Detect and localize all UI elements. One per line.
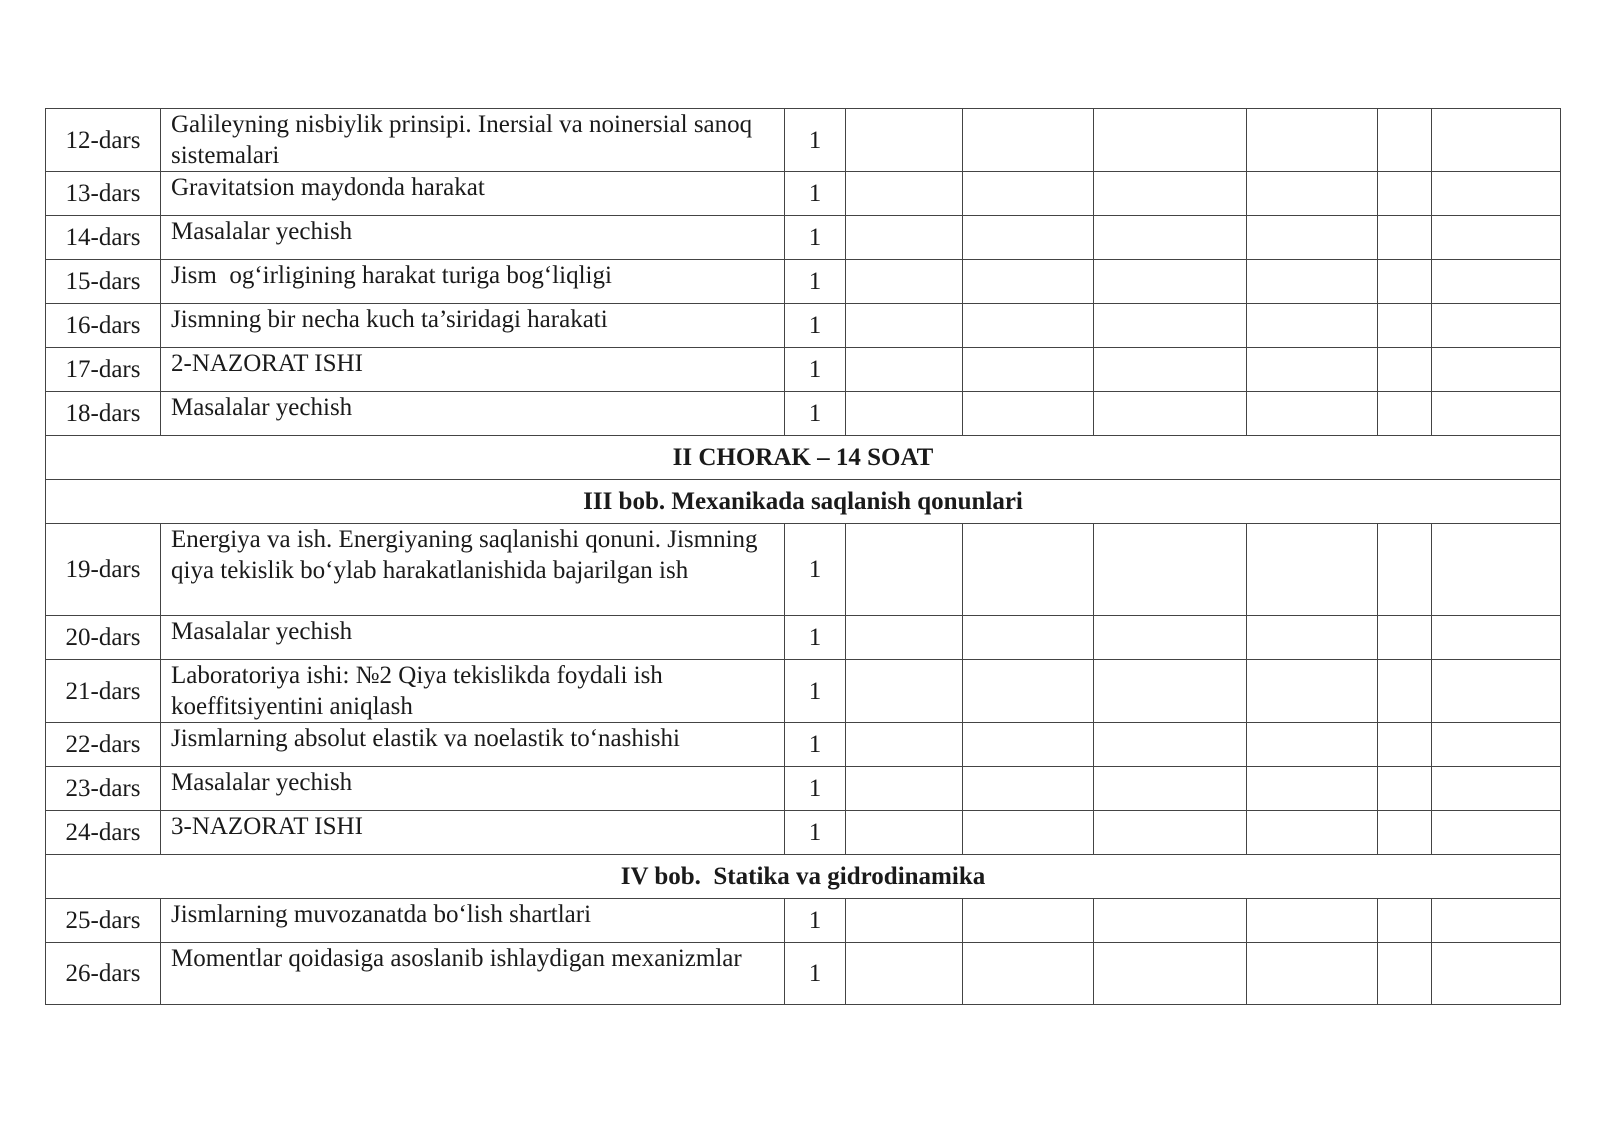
empty-cell: [1432, 260, 1561, 304]
lesson-hours: 1: [785, 811, 846, 855]
empty-cell: [846, 524, 963, 616]
empty-cell: [846, 767, 963, 811]
empty-cell: [1432, 660, 1561, 723]
empty-cell: [1247, 767, 1378, 811]
empty-cell: [1378, 172, 1432, 216]
empty-cell: [963, 723, 1094, 767]
empty-cell: [1094, 899, 1247, 943]
quarter-header: II CHORAK – 14 SOAT: [46, 436, 1561, 480]
empty-cell: [1432, 172, 1561, 216]
section-header-row: [46, 436, 1561, 480]
lesson-number: 12-dars: [46, 109, 161, 172]
empty-cell: [1378, 943, 1432, 1005]
table-row: [46, 943, 1561, 1005]
empty-cell: [1432, 943, 1561, 1005]
empty-cell: [1247, 304, 1378, 348]
table-row: [46, 899, 1561, 943]
lesson-plan-table: [45, 108, 1561, 1005]
lesson-hours: 1: [785, 899, 846, 943]
section-header-row: [46, 480, 1561, 524]
empty-cell: [1247, 660, 1378, 723]
empty-cell: [1432, 304, 1561, 348]
empty-cell: [1094, 392, 1247, 436]
table-row: [46, 811, 1561, 855]
empty-cell: [1094, 811, 1247, 855]
table-row: [46, 524, 1561, 616]
lesson-number: 26-dars: [46, 943, 161, 1005]
empty-cell: [1378, 216, 1432, 260]
table-row: [46, 172, 1561, 216]
lesson-topic: 3-NAZORAT ISHI: [161, 811, 785, 855]
lesson-topic: Masalalar yechish: [161, 767, 785, 811]
empty-cell: [846, 616, 963, 660]
empty-cell: [963, 943, 1094, 1005]
empty-cell: [1432, 616, 1561, 660]
empty-cell: [846, 216, 963, 260]
empty-cell: [963, 348, 1094, 392]
empty-cell: [1378, 723, 1432, 767]
chapter-header: IV bob. Statika va gidrodinamika: [46, 855, 1561, 899]
empty-cell: [963, 660, 1094, 723]
empty-cell: [1378, 392, 1432, 436]
empty-cell: [1094, 348, 1247, 392]
empty-cell: [963, 524, 1094, 616]
lesson-topic: Energiya va ish. Energiyaning saqlanishi qonuni. Jismning qiya tekislik bo‘ylab harakatlanishida bajarilgan ish: [161, 524, 785, 616]
lesson-hours: 1: [785, 304, 846, 348]
empty-cell: [1094, 260, 1247, 304]
empty-cell: [1247, 811, 1378, 855]
lesson-hours: 1: [785, 616, 846, 660]
lesson-number: 22-dars: [46, 723, 161, 767]
section-header-row: [46, 855, 1561, 899]
lesson-hours: 1: [785, 943, 846, 1005]
empty-cell: [1378, 348, 1432, 392]
empty-cell: [1432, 348, 1561, 392]
empty-cell: [1378, 260, 1432, 304]
empty-cell: [1247, 616, 1378, 660]
empty-cell: [1432, 392, 1561, 436]
lesson-hours: 1: [785, 767, 846, 811]
empty-cell: [1247, 348, 1378, 392]
empty-cell: [1432, 811, 1561, 855]
chapter-header: III bob. Mexanikada saqlanish qonunlari: [46, 480, 1561, 524]
empty-cell: [1432, 767, 1561, 811]
empty-cell: [846, 943, 963, 1005]
empty-cell: [1378, 899, 1432, 943]
empty-cell: [1094, 767, 1247, 811]
table-row: [46, 109, 1561, 172]
empty-cell: [1247, 723, 1378, 767]
empty-cell: [1432, 899, 1561, 943]
table-row: [46, 348, 1561, 392]
empty-cell: [846, 660, 963, 723]
empty-cell: [963, 392, 1094, 436]
empty-cell: [1094, 524, 1247, 616]
empty-cell: [846, 811, 963, 855]
empty-cell: [846, 109, 963, 172]
empty-cell: [963, 899, 1094, 943]
lesson-number: 16-dars: [46, 304, 161, 348]
lesson-number: 14-dars: [46, 216, 161, 260]
lesson-topic: Laboratoriya ishi: №2 Qiya tekislikda foydali ish koeffitsiyentini aniqlash: [161, 660, 785, 723]
empty-cell: [846, 260, 963, 304]
empty-cell: [1378, 811, 1432, 855]
lesson-number: 25-dars: [46, 899, 161, 943]
lesson-hours: 1: [785, 524, 846, 616]
empty-cell: [963, 172, 1094, 216]
empty-cell: [963, 109, 1094, 172]
lesson-number: 18-dars: [46, 392, 161, 436]
empty-cell: [1247, 260, 1378, 304]
empty-cell: [846, 723, 963, 767]
lesson-topic: 2-NAZORAT ISHI: [161, 348, 785, 392]
table-row: [46, 304, 1561, 348]
empty-cell: [846, 348, 963, 392]
empty-cell: [963, 260, 1094, 304]
empty-cell: [846, 392, 963, 436]
lesson-number: 15-dars: [46, 260, 161, 304]
table-row: [46, 216, 1561, 260]
lesson-number: 23-dars: [46, 767, 161, 811]
empty-cell: [1378, 660, 1432, 723]
empty-cell: [963, 767, 1094, 811]
empty-cell: [1094, 216, 1247, 260]
lesson-topic: Galileyning nisbiylik prinsipi. Inersial va noinersial sanoq sistemalari: [161, 109, 785, 172]
lesson-number: 20-dars: [46, 616, 161, 660]
empty-cell: [963, 811, 1094, 855]
lesson-topic: Momentlar qoidasiga asoslanib ishlaydigan mexanizmlar: [161, 943, 785, 1005]
empty-cell: [1094, 723, 1247, 767]
lesson-topic: Masalalar yechish: [161, 392, 785, 436]
lesson-topic: Jismlarning muvozanatda bo‘lish shartlari: [161, 899, 785, 943]
table-row: [46, 767, 1561, 811]
empty-cell: [963, 216, 1094, 260]
lesson-number: 13-dars: [46, 172, 161, 216]
empty-cell: [1094, 660, 1247, 723]
empty-cell: [1378, 524, 1432, 616]
empty-cell: [1247, 109, 1378, 172]
table-row: [46, 723, 1561, 767]
empty-cell: [1094, 943, 1247, 1005]
empty-cell: [1378, 616, 1432, 660]
lesson-topic: Gravitatsion maydonda harakat: [161, 172, 785, 216]
empty-cell: [1378, 767, 1432, 811]
table-row: [46, 660, 1561, 723]
empty-cell: [1432, 524, 1561, 616]
lesson-hours: 1: [785, 348, 846, 392]
lesson-hours: 1: [785, 392, 846, 436]
empty-cell: [1432, 109, 1561, 172]
lesson-topic: Jismning bir necha kuch ta’siridagi harakati: [161, 304, 785, 348]
lesson-topic: Jismlarning absolut elastik va noelastik to‘nashishi: [161, 723, 785, 767]
lesson-hours: 1: [785, 109, 846, 172]
lesson-hours: 1: [785, 172, 846, 216]
lesson-hours: 1: [785, 660, 846, 723]
empty-cell: [963, 616, 1094, 660]
lesson-topic: Jism og‘irligining harakat turiga bog‘liqligi: [161, 260, 785, 304]
empty-cell: [1247, 216, 1378, 260]
empty-cell: [1247, 943, 1378, 1005]
empty-cell: [846, 899, 963, 943]
lesson-hours: 1: [785, 260, 846, 304]
empty-cell: [1247, 172, 1378, 216]
lesson-topic: Masalalar yechish: [161, 216, 785, 260]
table-row: [46, 392, 1561, 436]
empty-cell: [1378, 304, 1432, 348]
empty-cell: [846, 172, 963, 216]
empty-cell: [1094, 109, 1247, 172]
table-row: [46, 616, 1561, 660]
empty-cell: [1432, 723, 1561, 767]
empty-cell: [1094, 304, 1247, 348]
lesson-number: 21-dars: [46, 660, 161, 723]
table-row: [46, 260, 1561, 304]
empty-cell: [1378, 109, 1432, 172]
empty-cell: [963, 304, 1094, 348]
lesson-hours: 1: [785, 723, 846, 767]
empty-cell: [1094, 616, 1247, 660]
lesson-number: 19-dars: [46, 524, 161, 616]
lesson-topic: Masalalar yechish: [161, 616, 785, 660]
lesson-number: 17-dars: [46, 348, 161, 392]
lesson-number: 24-dars: [46, 811, 161, 855]
empty-cell: [1247, 524, 1378, 616]
empty-cell: [1247, 899, 1378, 943]
empty-cell: [1432, 216, 1561, 260]
empty-cell: [1247, 392, 1378, 436]
empty-cell: [1094, 172, 1247, 216]
lesson-hours: 1: [785, 216, 846, 260]
empty-cell: [846, 304, 963, 348]
